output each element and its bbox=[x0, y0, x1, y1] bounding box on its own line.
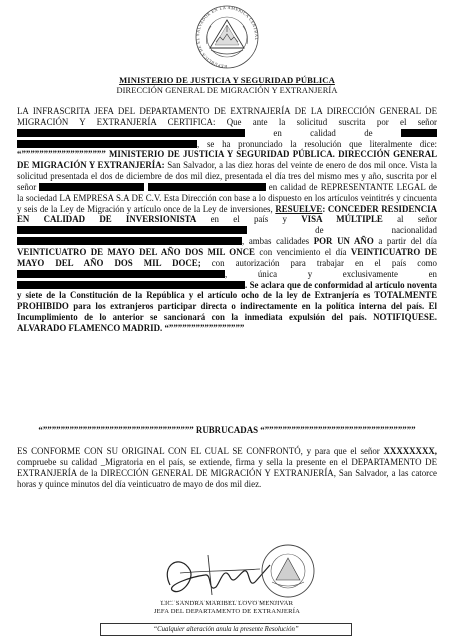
redaction-bar bbox=[401, 129, 437, 137]
signatory-title: JEFA DEL DEPARTAMENTO DE EXTRANJERÍA bbox=[153, 608, 301, 615]
ministry-title: MINISTERIO DE JUSTICIA Y SEGURIDAD PÚBLICA bbox=[119, 75, 335, 85]
redaction-bar bbox=[17, 270, 225, 278]
redaction-bar bbox=[148, 183, 266, 191]
coat-of-arms-icon bbox=[189, 4, 265, 70]
official-stamp-icon bbox=[262, 545, 314, 597]
direction-title: DIRECCIÓN GENERAL DE MIGRACIÓN Y EXTRANJERÍA bbox=[116, 86, 338, 95]
redaction-bar bbox=[17, 129, 245, 137]
signatory-name: LIC. SANDRA MARIBEL LOVO MENJIVAR bbox=[160, 600, 294, 607]
certification-paragraph: LA INFRASCRITA JEFA DEL DEPARTAMENTO DE EXTRNAJERÍA DE LA DIRECCIÓN GENERAL DE MIGRACIÓN Y EXTRANJERÍA CERTIFICA: Que ante la solicitud suscrita por el señor en calidad de , se ha pronunciado la resolución que literalmente dice: “””””””””””””””””””” MINISTERIO DE JUSTICIA Y SEGURIDAD PÚBLICA. DIRECCIÓN GENERAL DE MIGRACIÓN Y EXTRANJERÍA: San Salvador, a las diez horas del veinte de enero de dos mil once. Vista la solicitud presentada el dos de diciembre de dos mil diez, presentada el día tres del mismo mes y año, suscrita por el señor en calidad de REPRESENTANTE LEGAL de la sociedad LA EMPRESA S.A DE C.V. Esta Dirección con base a lo dispuesto en los artículos veintitrés y cincuenta y seis de la Ley de Migración y artículo once de la Ley de inversiones, RESUELVE: CONCEDER RESIDENCIA EN CALIDAD DE INVERSIONISTA en el país y VISA MÚLTIPLE al señor de nacionalidad , ambas calidades POR UN AÑO a partir del día VEINTICUATRO DE MAYO DEL AÑO DOS MIL ONCE con vencimiento el día VEINTICUATRO DE MAYO DEL AÑO DOS MIL DOCE; con autorización para trabajar en el país como , única y exclusivamente en . Se aclara que de conformidad al artículo noventa y siete de la Constitución de la República y el artículo ocho de la ley de Extranjería es TOTALMENTE PROHIBIDO para los extranjeros participar directa o indirectamente en la política interna del país. El Incumplimiento de lo anterior se sancionará con la inmediata expulsión del país. NOTIFIQUESE. ALVARADO FLAMENCO MADRID. “””””””””””””””””” bbox=[17, 106, 438, 333]
redaction-bar bbox=[17, 281, 245, 289]
rubricadas-line: “”””””””””””””””””””””””””””””””””” RUBRUCADAS “”””””””””””””””””””””””””””””””””” bbox=[38, 425, 416, 435]
redaction-bar bbox=[17, 237, 242, 245]
redaction-bar bbox=[17, 226, 247, 234]
handwritten-signature-icon bbox=[167, 555, 270, 595]
conformity-paragraph: ES CONFORME CON SU ORIGINAL CON EL CUAL SE CONFRONTÓ, y para que el señor XXXXXXXX, compruebe su calidad _Migratoria en el país, se extiende, firma y sella la presente en el DEPARTAMENTO DE EXTRANJERÍA de la DIRECCIÓN GENERAL DE MIGRACIÓN Y EXTRANJERÍA, San Salvador, a las catorce horas y quince minutos del día veinticuatro de mayo de dos mil diez. bbox=[17, 446, 437, 489]
redaction-bar bbox=[39, 183, 144, 191]
footer-note: “Cualquier alteración anula la presente Resolución” bbox=[100, 623, 352, 636]
redaction-bar bbox=[17, 140, 197, 148]
seal-ring-text: REPUBLICA DE EL SALVADOR EN LA AMERICA CENTRAL bbox=[195, 4, 260, 70]
